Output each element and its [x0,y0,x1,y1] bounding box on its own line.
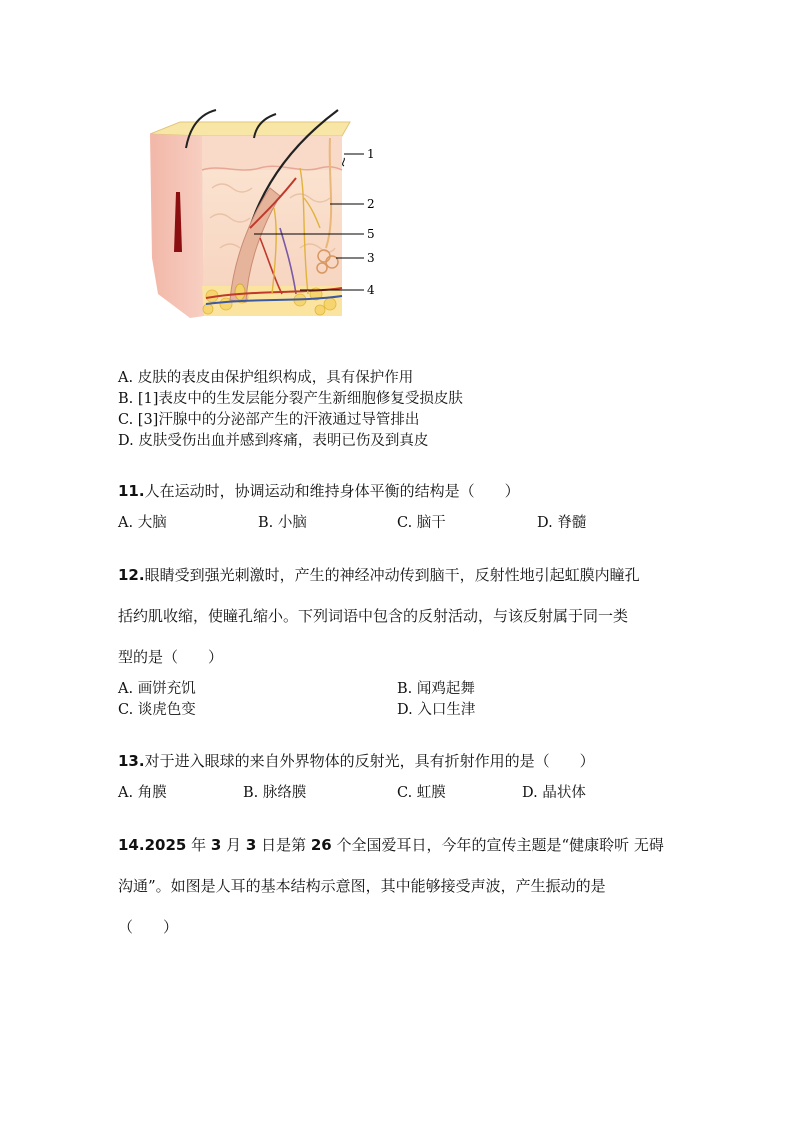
q13-number: 13. [118,752,145,770]
q13-stem [118,750,595,772]
q12-option-d: D. 入口生津 [397,702,476,718]
q12-text-1: 眼睛受到强光刺激时，产生的神经冲动传到脑干，反射性地引起虹膜内瞳孔 [144,566,640,584]
q12-stem-line-3: 型的是（ ） [118,648,224,666]
q12-option-a: A. 画饼充饥 [118,681,196,697]
q13-option-c: C. 虹膜 [397,785,446,801]
figure-label-2: 2 [367,197,375,211]
q10-option-b: B. [1]表皮中的生发层能分裂产生新细胞修复受损皮肤 [118,391,463,407]
figure-label-3: 3 [367,251,375,265]
q13-text: 对于进入眼球的来自外界物体的反射光，具有折射作用的是（ ） [144,752,595,770]
q14-stem-line-1 [118,834,664,856]
q13-option-d: D. 晶状体 [522,785,586,801]
q11-option-d: D. 脊髓 [537,515,587,531]
q14-ordinal: 26 [310,836,332,854]
q11-text: 人在运动时，协调运动和维持身体平衡的结构是（ ） [144,482,520,500]
figure-label-5: 5 [367,227,375,241]
q14-number: 14. [118,836,145,854]
q14-year: 2025 [144,836,187,854]
q14-day: 3 [245,836,257,854]
q14-stem-line-2: 沟通”。如图是人耳的基本结构示意图，其中能够接受声波，产生振动的是 [118,877,606,895]
q14-month: 3 [210,836,222,854]
q12-stem-line-2: 括约肌收缩，使瞳孔缩小。下列词语中包含的反射活动，与该反射属于同一类 [118,607,629,625]
q11-option-a: A. 大脑 [118,515,167,531]
q10-option-d: D. 皮肤受伤出血并感到疼痛，表明已伤及到真皮 [118,433,429,449]
q10-option-c: C. [3]汗腺中的分泌部产生的汗液通过导管排出 [118,412,420,428]
q14-stem-line-3: （ ） [118,918,179,936]
q12-option-b: B. 闻鸡起舞 [397,681,475,697]
q14-text-a: 年 [186,836,211,854]
q11-stem [118,480,520,502]
q13-option-a: A. 角膜 [118,785,167,801]
q14-text-d: 个全国爱耳日，今年的宣传主题是“健康聆听 无碍 [331,836,664,854]
figure-label-1: 1 [367,147,375,161]
q14-text-b: 月 [221,836,246,854]
q12-option-c: C. 谈虎色变 [118,702,196,718]
q10-option-a: A. 皮肤的表皮由保护组织构成，具有保护作用 [118,370,414,386]
q13-option-b: B. 脉络膜 [243,785,307,801]
q12-number: 12. [118,566,145,584]
figure-label-4: 4 [367,283,375,297]
q11-option-b: B. 小脑 [258,515,307,531]
skin-structure-figure [150,108,390,323]
q11-option-c: C. 脑干 [397,515,446,531]
q12-stem-line-1 [118,564,640,586]
q11-number: 11. [118,482,145,500]
q14-text-c: 日是第 [256,836,311,854]
